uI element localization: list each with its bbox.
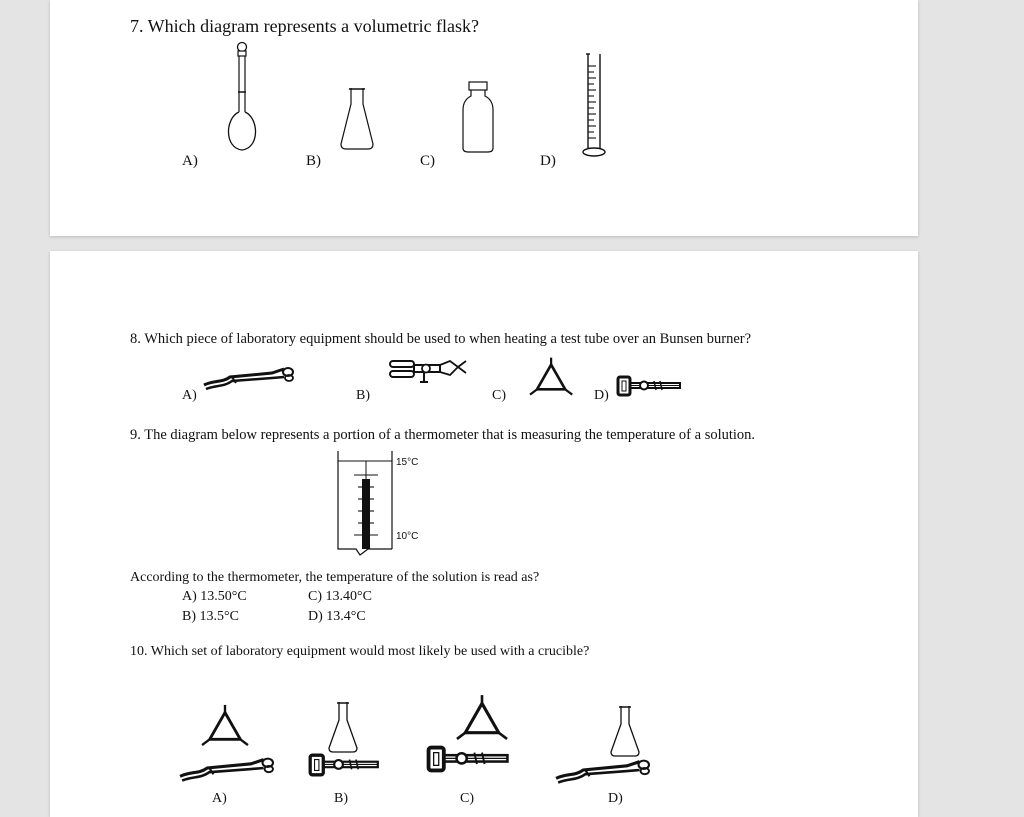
q9-option-b[interactable]: B) 13.5°C bbox=[182, 609, 239, 624]
bottle-icon bbox=[460, 80, 496, 154]
worksheet-page-2 bbox=[50, 251, 918, 817]
question-8-text: 8. Which piece of laboratory equipment should be used to when heating a test tube over an Bunsen burner? bbox=[130, 331, 752, 347]
clay-triangle-icon bbox=[530, 357, 574, 397]
q10-option-d[interactable]: D) bbox=[608, 791, 623, 806]
graduated-cylinder-icon bbox=[582, 52, 606, 160]
erlenmeyer-flask-icon bbox=[328, 701, 358, 753]
thermometer-bottom-label: 10°C bbox=[396, 531, 419, 542]
mercury-column bbox=[362, 479, 370, 549]
q8-option-a[interactable]: A) bbox=[182, 388, 197, 403]
crucible-tongs-icon bbox=[178, 753, 274, 783]
q9-option-d[interactable]: D) 13.4°C bbox=[308, 609, 366, 624]
q9-option-c[interactable]: C) 13.40°C bbox=[308, 589, 372, 604]
volumetric-flask-icon bbox=[222, 40, 262, 154]
q8-option-c[interactable]: C) bbox=[492, 388, 506, 403]
q7-option-a[interactable]: A) bbox=[182, 153, 198, 169]
clay-triangle-icon bbox=[454, 693, 510, 741]
crucible-tongs-icon bbox=[202, 363, 294, 391]
test-tube-holder-icon bbox=[306, 753, 382, 777]
question-9-text: 9. The diagram below represents a portion of a thermometer that is measuring the temperature of a solution. bbox=[130, 427, 756, 443]
test-tube-holder-icon bbox=[616, 375, 682, 397]
question-7-text: 7. Which diagram represents a volumetric flask? bbox=[130, 16, 480, 36]
q9-option-a[interactable]: A) 13.50°C bbox=[182, 589, 247, 604]
q7-option-b[interactable]: B) bbox=[306, 153, 321, 169]
clay-triangle-icon bbox=[200, 703, 250, 747]
worksheet-page-1 bbox=[50, 0, 918, 236]
q10-option-b[interactable]: B) bbox=[334, 791, 348, 806]
q10-option-a[interactable]: A) bbox=[212, 791, 227, 806]
q8-option-d[interactable]: D) bbox=[594, 388, 609, 403]
q7-option-c[interactable]: C) bbox=[420, 153, 435, 169]
thermometer-top-label: 15°C bbox=[396, 457, 419, 468]
thermometer-diagram bbox=[336, 449, 456, 561]
erlenmeyer-flask-icon bbox=[610, 705, 640, 757]
crucible-tongs-icon bbox=[554, 755, 650, 785]
erlenmeyer-flask-icon bbox=[340, 86, 374, 152]
question-10-text: 10. Which set of laboratory equipment would most likely be used with a crucible? bbox=[130, 644, 590, 659]
utility-clamp-icon bbox=[388, 357, 468, 385]
q10-option-c[interactable]: C) bbox=[460, 791, 474, 806]
question-9-prompt: According to the thermometer, the temperature of the solution is read as? bbox=[130, 570, 540, 585]
q8-option-b[interactable]: B) bbox=[356, 388, 370, 403]
q7-option-d[interactable]: D) bbox=[540, 153, 556, 169]
test-tube-holder-icon bbox=[426, 745, 510, 773]
